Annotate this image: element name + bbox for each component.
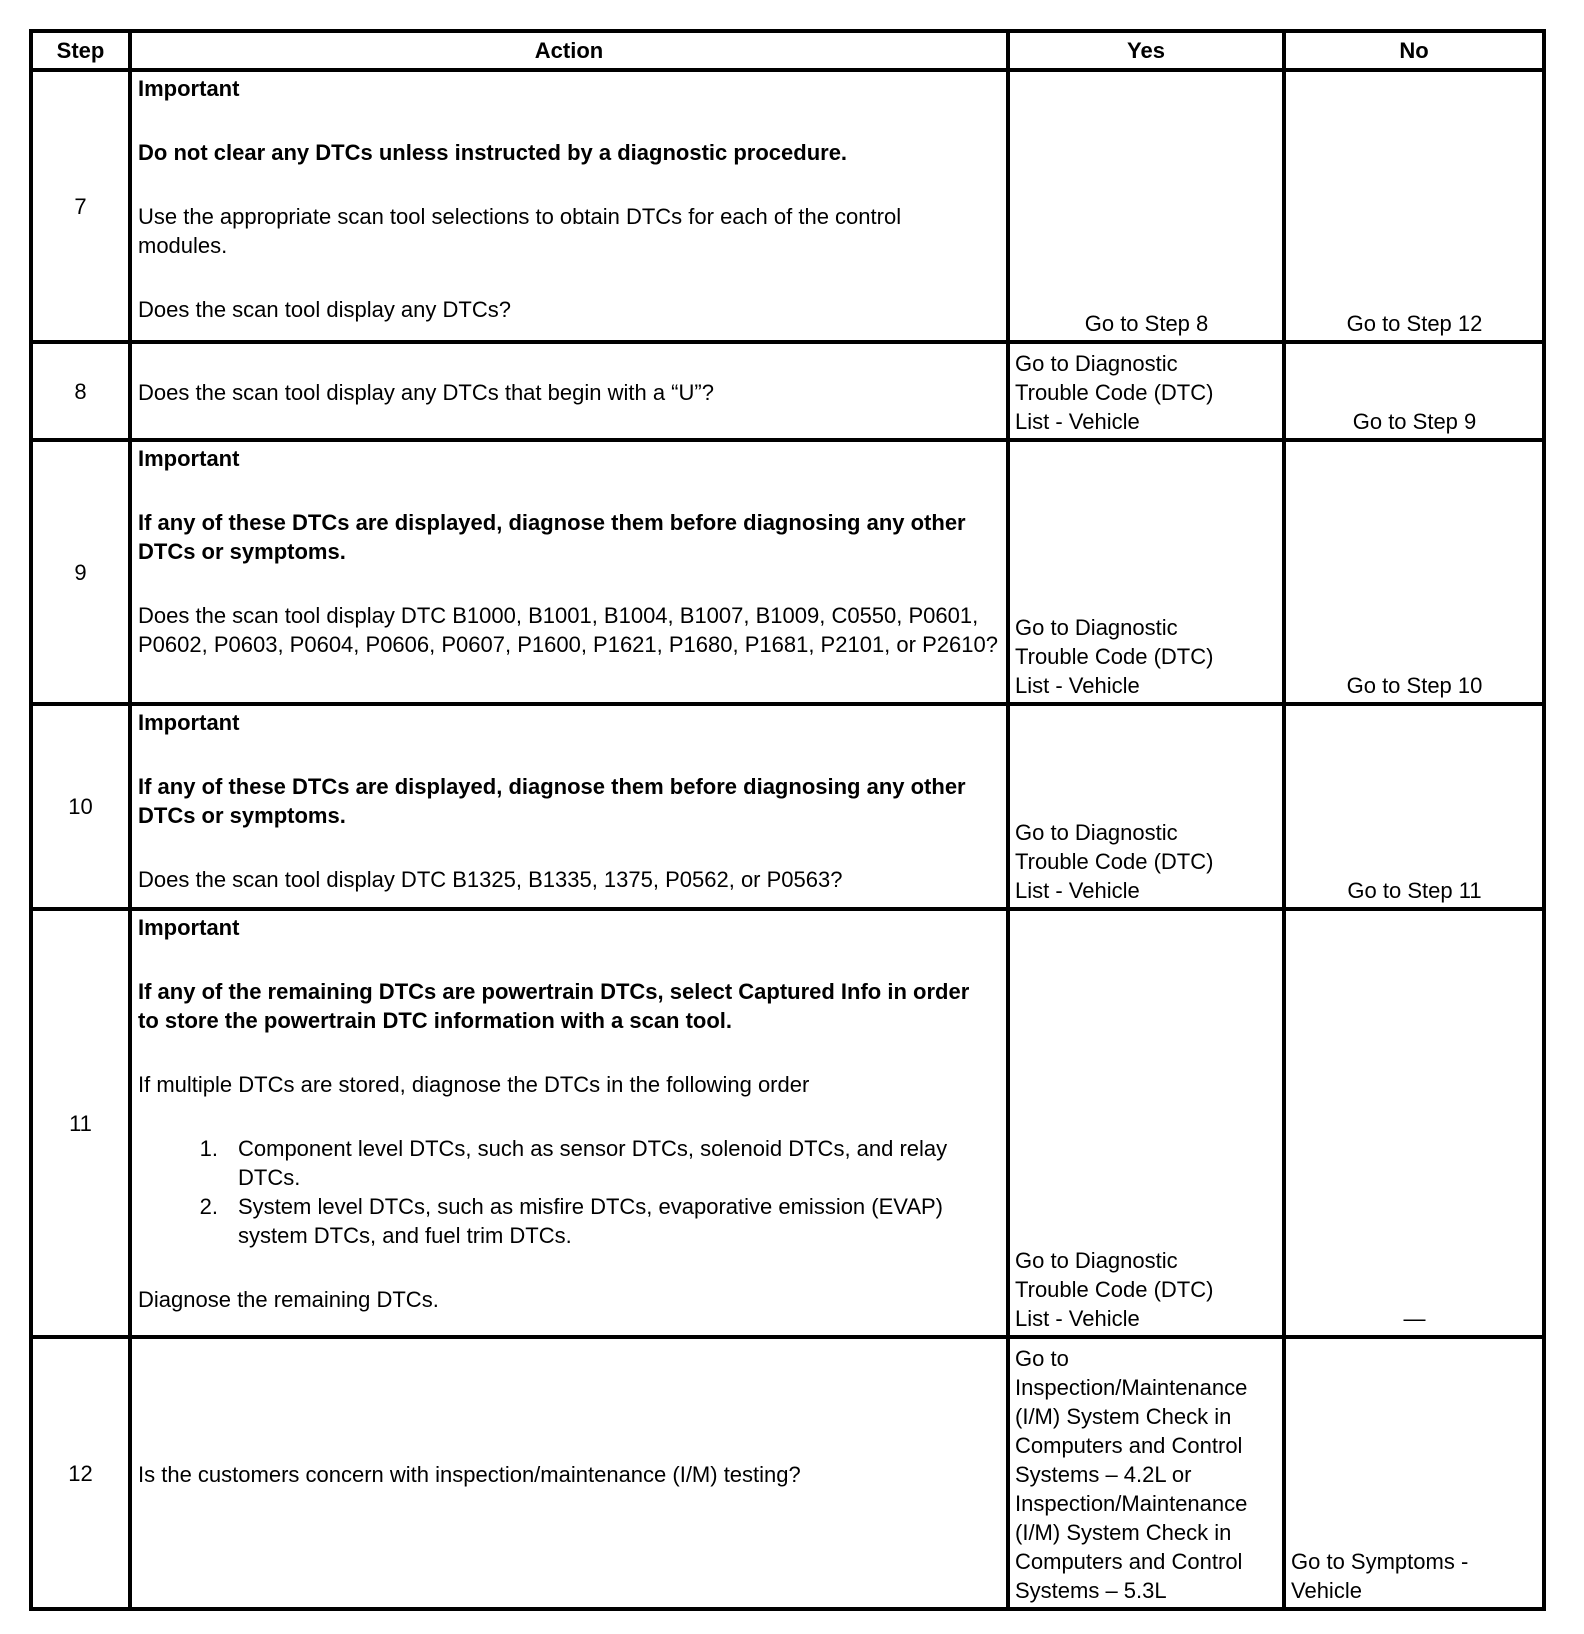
action-cell xyxy=(130,342,1008,440)
step-number: 10 xyxy=(31,704,130,909)
no-cell: Go to Step 11 xyxy=(1284,704,1544,909)
step-number: 8 xyxy=(31,342,130,440)
yes-line: Trouble Code (DTC) xyxy=(1015,644,1214,669)
important-heading: Important xyxy=(138,446,240,471)
yes-line: Go to Diagnostic xyxy=(1015,615,1178,640)
yes-cell xyxy=(1008,440,1284,704)
table-row-step-7 xyxy=(31,70,1544,342)
action-cell xyxy=(130,1337,1008,1609)
list-number: 2. xyxy=(199,1194,218,1219)
order-intro: If multiple DTCs are stored, diagnose the DTCs in the following order xyxy=(138,1072,810,1097)
yes-cell xyxy=(1008,704,1284,909)
question-text: Does the scan tool display DTC B1000, B1001, B1004, B1007, B1009, C0550, P0601, P0602, P0603, P0604, P0606, P0607, P1600, P1621, P1680, P1681, P2101, or P2610? xyxy=(138,603,998,657)
question-text: Does the scan tool display DTC B1325, B1335, 1375, P0562, or P0563? xyxy=(138,867,843,892)
table-row-step-9 xyxy=(31,440,1544,704)
no-cell: Go to Symptoms - Vehicle xyxy=(1284,1337,1544,1609)
header-yes: Yes xyxy=(1008,31,1284,70)
important-note: If any of these DTCs are displayed, diagnose them before diagnosing any other DTCs or symptoms. xyxy=(138,510,966,564)
header-step: Step xyxy=(31,31,130,70)
yes-line: Go to Diagnostic xyxy=(1015,351,1178,376)
important-heading: Important xyxy=(138,915,240,940)
action-cell xyxy=(130,70,1008,342)
yes-cell xyxy=(1008,909,1284,1337)
step-number: 9 xyxy=(31,440,130,704)
yes-line: Trouble Code (DTC) xyxy=(1015,380,1214,405)
table-row-step-12 xyxy=(31,1337,1544,1609)
header-row xyxy=(31,31,1544,70)
important-note: If any of these DTCs are displayed, diagnose them before diagnosing any other DTCs or symptoms. xyxy=(138,774,966,828)
yes-line: Go to Diagnostic xyxy=(1015,1248,1178,1273)
no-cell: Go to Step 12 xyxy=(1284,70,1544,342)
important-note: Do not clear any DTCs unless instructed by a diagnostic procedure. xyxy=(138,140,848,165)
instruction-text: Use the appropriate scan tool selections to obtain DTCs for each of the control modules. xyxy=(138,204,902,258)
yes-cell xyxy=(1008,342,1284,440)
list-text: Component level DTCs, such as sensor DTCs, solenoid DTCs, and relay DTCs. xyxy=(238,1136,948,1190)
yes-line: List - Vehicle xyxy=(1015,878,1140,903)
yes-line: Trouble Code (DTC) xyxy=(1015,849,1214,874)
step-number: 7 xyxy=(31,70,130,342)
table-row-step-10 xyxy=(31,704,1544,909)
final-instruction: Diagnose the remaining DTCs. xyxy=(138,1287,439,1312)
yes-line: Go to Diagnostic xyxy=(1015,820,1178,845)
important-heading: Important xyxy=(138,710,240,735)
list-number: 1. xyxy=(199,1136,218,1161)
diagnostic-table xyxy=(29,29,1546,1611)
step-number: 12 xyxy=(31,1337,130,1609)
important-heading: Important xyxy=(138,76,240,101)
question-text: Does the scan tool display any DTCs? xyxy=(138,297,511,322)
yes-line: List - Vehicle xyxy=(1015,1306,1140,1331)
header-no: No xyxy=(1284,31,1544,70)
yes-line: Trouble Code (DTC) xyxy=(1015,1277,1214,1302)
no-cell: Go to Step 9 xyxy=(1284,342,1544,440)
action-cell xyxy=(130,440,1008,704)
list-text: System level DTCs, such as misfire DTCs, evaporative emission (EVAP) system DTCs, and fuel trim DTCs. xyxy=(238,1194,943,1248)
table-row-step-8 xyxy=(31,342,1544,440)
list-item xyxy=(138,1134,1000,1192)
yes-line: List - Vehicle xyxy=(1015,409,1140,434)
yes-cell: Go to Step 8 xyxy=(1008,70,1284,342)
no-cell: — xyxy=(1284,909,1544,1337)
important-note: If any of the remaining DTCs are powertrain DTCs, select Captured Info in order to store the powertrain DTC information with a scan tool. xyxy=(138,979,970,1033)
step-number: 11 xyxy=(31,909,130,1337)
no-cell: Go to Step 10 xyxy=(1284,440,1544,704)
list-item xyxy=(138,1192,1000,1250)
table-row-step-11 xyxy=(31,909,1544,1337)
header-action: Action xyxy=(130,31,1008,70)
yes-cell: Go to Inspection/Maintenance (I/M) System Check in Computers and Control Systems – 4.2L or Inspection/Maintenance (I/M) System Check in Computers and Control Systems – 5.3L xyxy=(1008,1337,1284,1609)
question-text: Does the scan tool display any DTCs that begin with a “U”? xyxy=(138,379,714,405)
question-text: Is the customers concern with inspection/maintenance (I/M) testing? xyxy=(138,1461,801,1487)
yes-line: List - Vehicle xyxy=(1015,673,1140,698)
diagnosis-order-list xyxy=(138,1134,1000,1250)
action-cell xyxy=(130,704,1008,909)
action-cell xyxy=(130,909,1008,1337)
